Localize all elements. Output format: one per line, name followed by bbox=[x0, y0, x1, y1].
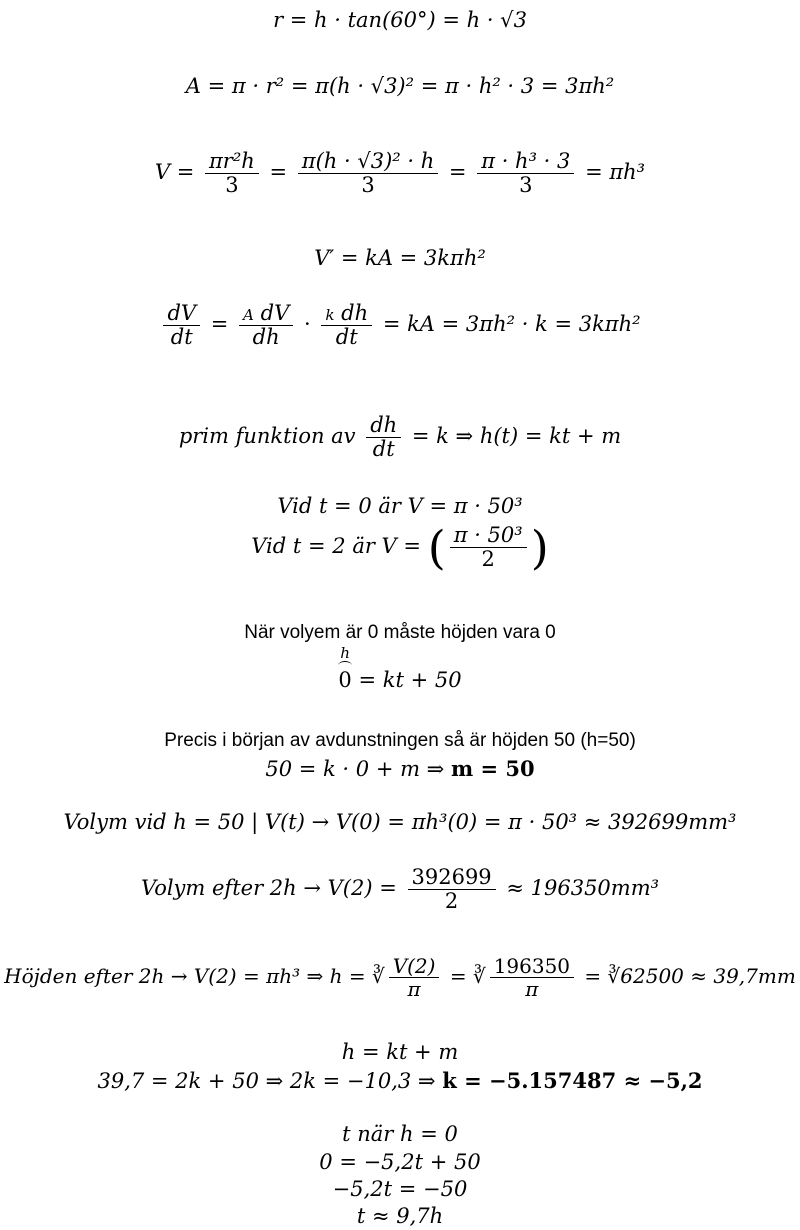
fraction: $\frac{196350}{\pi}$ bbox=[490, 955, 574, 1000]
fraction: $\frac{dV}{dt}$ bbox=[163, 302, 200, 349]
equation-volume: V = $\frac{\text{πr²h}}{3}$ = $\frac{\text{π(h · √3)² · h}}{3}$ = $\frac{\text{π · h³ · 3}}{3}$ = πh³ bbox=[154, 149, 646, 197]
text-note-start-height: Precis i början av avdunstningen så är höjden 50 (h=50) bbox=[164, 730, 636, 751]
fraction: $\frac{V(2)}{\pi}$ bbox=[389, 955, 440, 1000]
equation-linear: h = kt + m bbox=[341, 1040, 459, 1064]
fraction: $\frac{\text{π(h · √3)² · h}}{3}$ bbox=[298, 150, 438, 197]
equation-derivative: V′ = kA = 3kπh² bbox=[314, 246, 486, 270]
fraction: $\frac{dh}{dt}$ bbox=[366, 414, 401, 461]
equation-r: r = h · tan(60°) = h · √3 bbox=[273, 8, 527, 32]
equation-solve-result: t ≈ 9,7h bbox=[356, 1204, 444, 1228]
equation-height-2h: Höjden efter 2h → V(2) = πh³ ⇒ h = ∛ $\frac{V(2)}{\pi}$ = ∛ $\frac{196350}{\pi}$ = ∛62500 ≈ 39,7mm bbox=[4, 954, 796, 1001]
fraction: $\frac{\text{A dV}}{dh}$ bbox=[239, 302, 293, 349]
equation-h-zero: h 0 = kt + 50 bbox=[338, 644, 462, 693]
equation-t-when-h-zero: t när h = 0 bbox=[342, 1122, 458, 1146]
equation-solve-step2: −5,2t = −50 bbox=[332, 1177, 468, 1201]
fraction: $\frac{\text{π · 50³}}{2}$ bbox=[450, 524, 527, 571]
equation-volume-t0: Vid t = 0 är V = π · 50³ bbox=[277, 494, 523, 518]
fraction: $\frac{\text{k dh}}{dt}$ bbox=[321, 302, 372, 349]
text-note-volume-zero: När volyem är 0 måste höjden vara 0 bbox=[244, 622, 556, 643]
equation-volume-2h: Volym efter 2h → V(2) = $\frac{392699}{2}$ ≈ 196350mm³ bbox=[140, 865, 660, 913]
equation-m: 50 = k · 0 + m ⇒ m = 50 bbox=[265, 756, 535, 781]
equation-primitive: prim funktion av $\frac{dh}{dt}$ = k ⇒ h(t) = kt + m bbox=[178, 413, 622, 461]
fraction: $\frac{392699}{2}$ bbox=[408, 866, 496, 913]
fraction: $\frac{\text{π · h³ · 3}}{3}$ bbox=[477, 150, 574, 197]
equation-solve-step1: 0 = −5,2t + 50 bbox=[319, 1150, 481, 1174]
equation-area: A = π · r² = π(h · √3)² = π · h² · 3 = 3πh² bbox=[185, 74, 615, 98]
equation-k: 39,7 = 2k + 50 ⇒ 2k = −10,3 ⇒ k = −5.157487 ≈ −5,2 bbox=[97, 1068, 703, 1093]
equation-volume-h50: Volym vid h = 50 | V(t) → V(0) = πh³(0) = π · 50³ ≈ 392699mm³ bbox=[63, 810, 737, 834]
equation-chain-rule: $\frac{dV}{dt}$ = $\frac{\text{A dV}}{dh}$ · $\frac{\text{k dh}}{dt}$ = kA = 3πh² · k = 3kπh² bbox=[0, 302, 800, 349]
fraction: $\frac{\text{πr²h}}{3}$ bbox=[205, 150, 259, 197]
equation-volume-t2: Vid t = 2 är V = ( $\frac{\text{π · 50³}}{2}$ ) bbox=[251, 520, 549, 575]
